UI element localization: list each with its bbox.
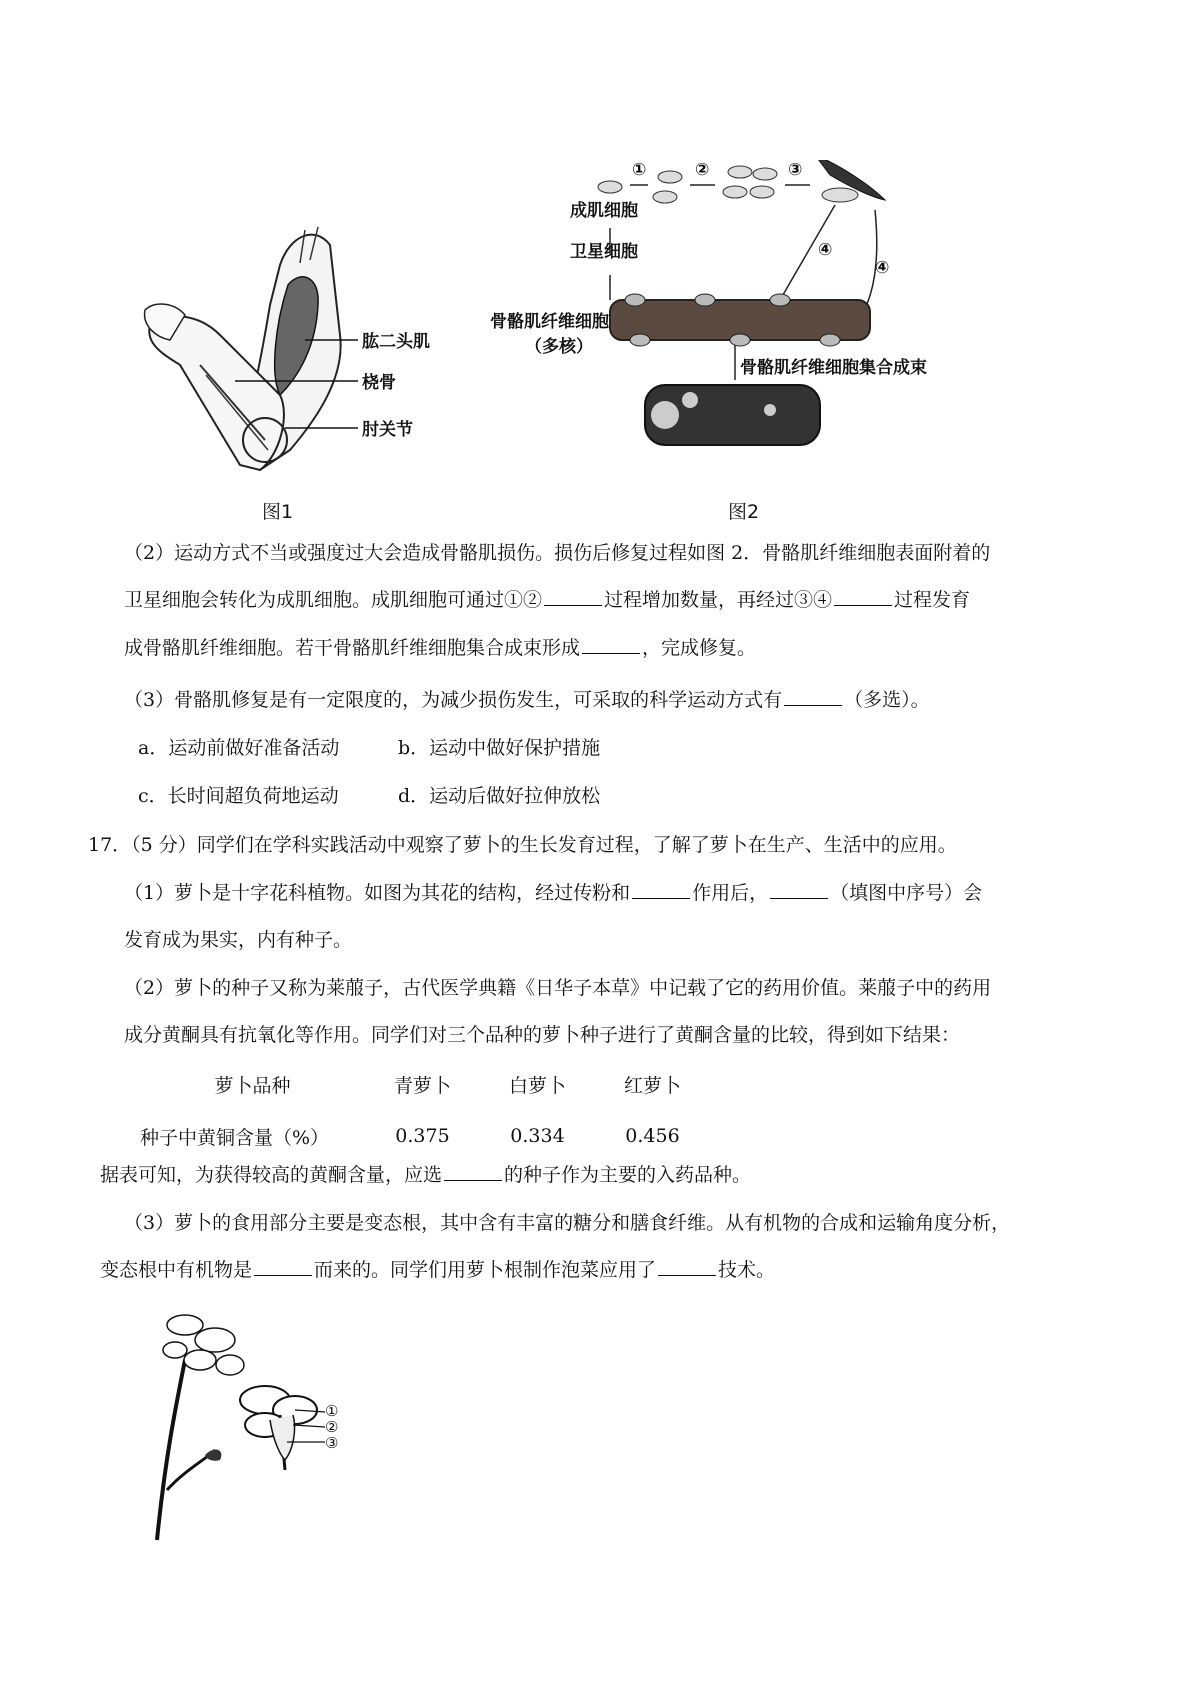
q17-2-line-1: （2）萝卜的种子又称为莱菔子，古代医学典籍《日华子本草》中记载了它的药用价值。莱菔子中的药用 [124, 977, 992, 999]
step-marker-2: ② [695, 160, 710, 180]
q16-2-line-2 [124, 585, 970, 615]
figure-2 [490, 160, 1010, 480]
q17-1-line-1 [124, 878, 982, 908]
table-row [140, 1110, 710, 1162]
arm-illustration [140, 215, 470, 505]
q17-3-line-2 [100, 1255, 775, 1285]
q17-2-line-3 [100, 1160, 751, 1190]
radius-label: 桡骨 [362, 373, 396, 393]
q17-3-l2b: 而来的。同学们用萝卜根制作泡菜应用了 [314, 1259, 657, 1281]
satellite-cell-label: 卫星细胞 [570, 242, 638, 262]
table-cell: 0.456 [625, 1125, 680, 1147]
q16-2-l3a: 成骨骼肌纤维细胞。若干骨骼肌纤维细胞集合成束形成 [124, 637, 581, 659]
radish-plant-illustration [145, 1310, 405, 1550]
elbow-joint-label: 肘关节 [362, 420, 413, 440]
blank-6 [770, 880, 828, 899]
q17-1-p1a: （1）萝卜是十字花科植物。如图为其花的结构，经过传粉和 [124, 882, 631, 904]
q17-3-l2a: 变态根中有机物是 [100, 1259, 253, 1281]
q16-2-l2b: 过程增加数量，再经过③④ [604, 589, 833, 611]
q17-stem: 17．（5 分）同学们在学科实践活动中观察了萝卜的生长发育过程，了解了萝卜在生产、生活中的应用。 [88, 834, 957, 856]
q17-2-l3b: 的种子作为主要的入药品种。 [504, 1164, 752, 1186]
q17-3-l2c: 技术。 [718, 1259, 776, 1281]
blank-1 [544, 587, 602, 606]
step-marker-1: ① [632, 160, 647, 180]
step-marker-4b: ④ [875, 258, 890, 278]
flower-marker-3: ③ [325, 1434, 339, 1452]
radish-flower-figure [145, 1310, 405, 1550]
blank-8 [254, 1257, 312, 1276]
table-header-cell: 青萝卜 [393, 1074, 451, 1097]
biceps-label: 肱二头肌 [362, 332, 430, 352]
q17-3-line-1: （3）萝卜的食用部分主要是变态根，其中含有丰富的糖分和膳食纤维。从有机物的合成和运输角度分析， [124, 1212, 1011, 1234]
table-cell: 种子中黄铜含量（%） [140, 1126, 330, 1149]
q16-2-l2c: 过程发育 [894, 589, 971, 611]
table-header-cell: 白萝卜 [508, 1074, 566, 1097]
q16-2-line-1: （2）运动方式不当或强度过大会造成骨骼肌损伤。损伤后修复过程如图 2．骨骼肌纤维细胞表面附着的 [124, 542, 991, 564]
blank-3 [582, 635, 640, 654]
myoblast-label: 成肌细胞 [570, 201, 638, 221]
q16-3-l1a: （3）骨骼肌修复是有一定限度的，为减少损伤发生，可采取的科学运动方式有 [124, 689, 783, 711]
bundle-label: 骨骼肌纤维细胞集合成束 [740, 358, 927, 378]
flower-marker-2: ② [325, 1418, 339, 1436]
blank-5 [632, 880, 690, 899]
option-c: c．长时间超负荷地运动 [138, 785, 339, 807]
q17-2-line-2: 成分黄酮具有抗氧化等作用。同学们对三个品种的萝卜种子进行了黄酮含量的比较，得到如下结果： [124, 1024, 961, 1046]
blank-7 [444, 1162, 502, 1181]
q16-2-l3b: ，完成修复。 [642, 637, 757, 659]
table-header-row [140, 1058, 710, 1110]
option-b: b．运动中做好保护措施 [398, 737, 601, 759]
figure-2-caption: 图2 [728, 501, 760, 523]
flower-marker-1: ① [325, 1402, 339, 1420]
q16-2-line-3 [124, 633, 756, 663]
figure-1-caption: 图1 [262, 501, 294, 523]
q17-1-p1b: 作用后， [692, 882, 769, 904]
q16-3-l1b: （多选）。 [844, 689, 930, 711]
q17-1-p1c: （填图中序号）会 [830, 882, 983, 904]
table-header-cell: 萝卜品种 [214, 1074, 291, 1097]
option-d: d．运动后做好拉伸放松 [398, 785, 601, 807]
fiber-label: 骨骼肌纤维细胞 [490, 312, 609, 332]
step-marker-3: ③ [788, 160, 803, 180]
q17-2-l3a: 据表可知，为获得较高的黄酮含量，应选 [100, 1164, 443, 1186]
option-a: a．运动前做好准备活动 [138, 737, 340, 759]
blank-2 [834, 587, 892, 606]
table-cell: 0.334 [510, 1125, 565, 1147]
fiber-note-label: （多核） [525, 337, 593, 357]
step-marker-4a: ④ [818, 240, 833, 260]
table-cell: 0.375 [395, 1125, 450, 1147]
blank-9 [658, 1257, 716, 1276]
q17-1-line-2: 发育成为果实，内有种子。 [124, 929, 353, 951]
q16-2-l2a: 卫星细胞会转化为成肌细胞。成肌细胞可通过①② [124, 589, 543, 611]
q16-3-line-1 [124, 685, 930, 715]
table-header-cell: 红萝卜 [623, 1074, 681, 1097]
blank-4 [784, 687, 842, 706]
flavone-table [140, 1058, 710, 1162]
figure-1 [140, 215, 470, 505]
